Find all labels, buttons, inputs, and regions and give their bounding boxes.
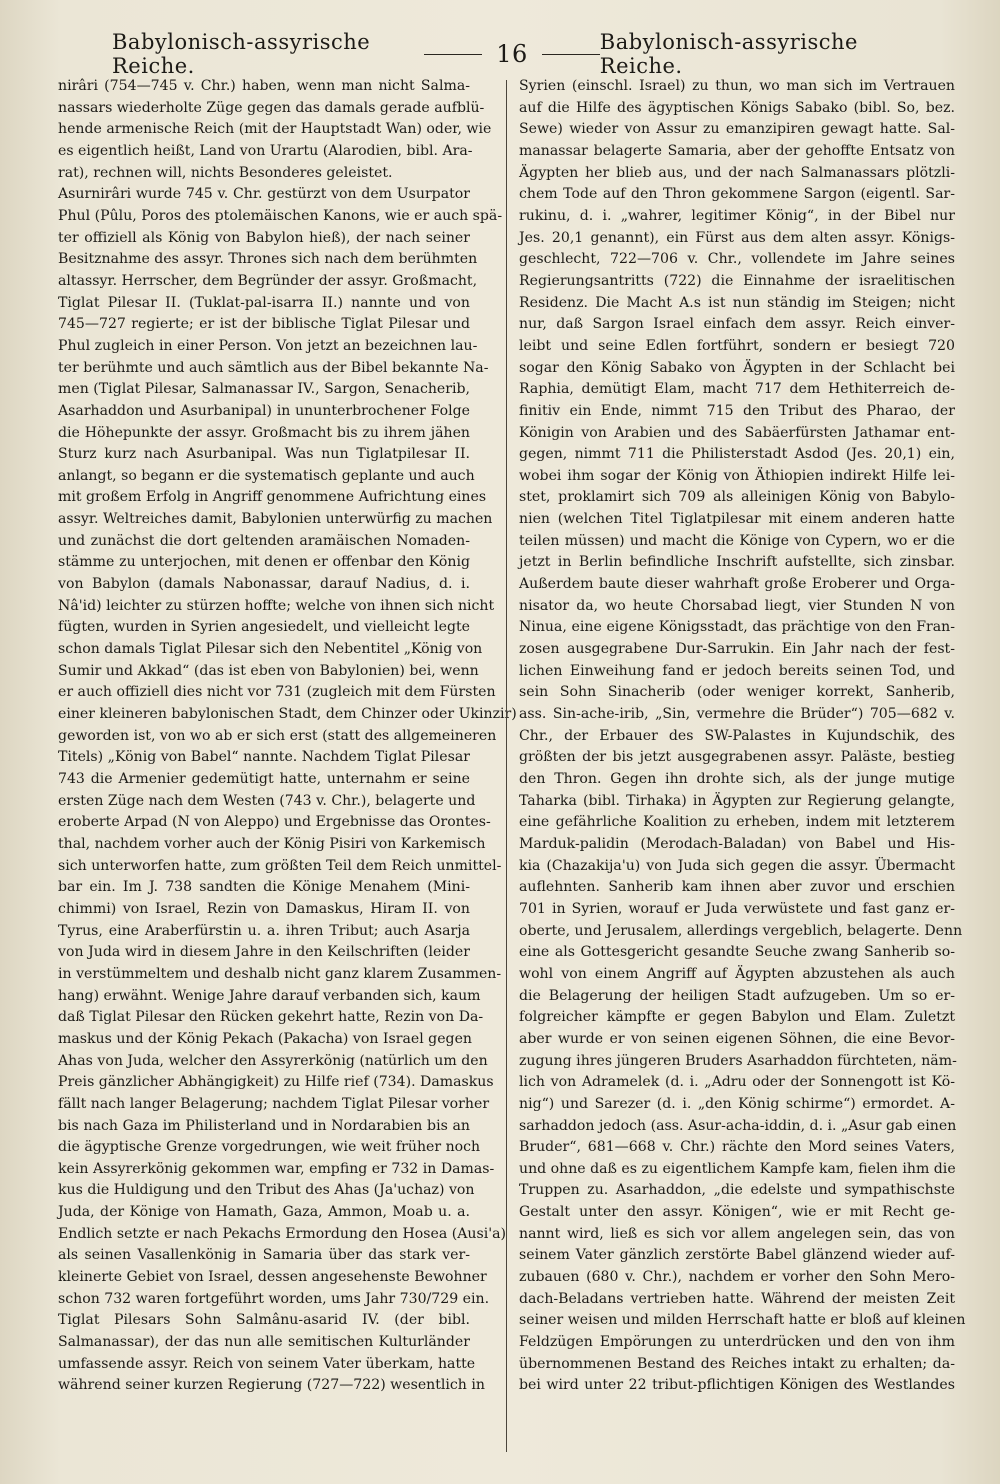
text-line: ter offiziell als König von Babylon hieß), der nach seiner bbox=[58, 229, 470, 246]
text-line: chem Tode auf den Thron gekommene Sargon (eigentl. Sar- bbox=[519, 186, 955, 203]
text-line: chimmi) von Israel, Rezin von Damaskus, Hiram II. von bbox=[58, 900, 470, 917]
text-line: Asarhaddon und Asurbanipal) in ununterbrochener Folge bbox=[58, 402, 470, 419]
text-line: die ägyptische Grenze vorgedrungen, wie weit früher noch bbox=[58, 1139, 481, 1156]
text-line: auf die Hilfe des ägyptischen Königs Sabako (bibl. So, bez. bbox=[519, 99, 955, 116]
text-line: als seinen Vasallenkönig in Samaria über das stark ver- bbox=[58, 1247, 470, 1264]
text-line: Ninua, eine eigene Königsstadt, das prächtige von den Fran- bbox=[519, 619, 955, 636]
text-line: Bruder“, 681—668 v. Chr.) rächte den Mord seines Vaters, bbox=[519, 1139, 955, 1156]
text-line: daß Tiglat Pilesar den Rücken gekehrt hatte, Rezin von Da- bbox=[58, 1009, 484, 1026]
text-line: anlangt, so begann er die systematisch geplante und auch bbox=[58, 467, 475, 484]
right-text-column bbox=[519, 76, 966, 1397]
text-line: thal, nachdem vorher auch der König Pisiri von Karkemisch bbox=[58, 835, 486, 852]
text-line: wobei ihm sogar der König von Äthiopien indirekt Hilfe lei- bbox=[519, 467, 955, 484]
running-header bbox=[112, 30, 912, 78]
text-line: Syrien (einschl. Israel) zu thun, wo man sich im Vertrauen bbox=[519, 78, 955, 94]
text-line: umfassende assyr. Reich von seinem Vater überkam, hatte bbox=[58, 1355, 476, 1372]
text-line: bei wird unter 22 tribut-pflichtigen Königen des Westlandes bbox=[519, 1377, 955, 1394]
text-line: Sturz kurz nach Asurbanipal. Was nun Tiglatpilesar II. bbox=[58, 446, 470, 463]
text-line: oberte, und Jerusalem, allerdings vergeblich, belagerte. Denn bbox=[519, 922, 963, 939]
text-line: seinem Vater gänzlich zerstörte Babel glänzend wieder auf- bbox=[519, 1247, 955, 1264]
text-line: kein Assyrerkönig gekommen war, empfing er 732 in Damas- bbox=[58, 1160, 495, 1177]
text-line: Asurnirâri wurde 745 v. Chr. gestürzt von dem Usurpator bbox=[58, 186, 470, 203]
text-line: die Höhepunkte der assyr. Großmacht bis zu ihrem jähen bbox=[58, 424, 470, 441]
text-line: lichen Einweihung fand er jedoch bereits seinen Tod, und bbox=[519, 662, 955, 679]
text-line: Salmanassar), der das nun alle semitischen Kulturländer bbox=[58, 1334, 470, 1351]
text-line: Tiglat Pilesar II. (Tuklat-pal-isarra II.) nannte und von bbox=[58, 294, 470, 311]
text-line: gegen, nimmt 711 die Philisterstadt Asdod (Jes. 20,1) ein, bbox=[519, 446, 955, 463]
text-line: nassars wiederholte Züge gegen das damals gerade aufblü- bbox=[58, 99, 485, 116]
text-line: zubauen (680 v. Chr.), nachdem er vorher den Sohn Mero- bbox=[519, 1269, 955, 1286]
text-line: Regierungsantritts (722) die Einnahme der israelitischen bbox=[519, 272, 955, 289]
text-line: einer kleineren babylonischen Stadt, dem Chinzer oder Ukinzir) bbox=[58, 706, 517, 723]
text-line: auflehnten. Sanherib kam ihnen aber zuvor und erschien bbox=[519, 879, 955, 896]
text-line: bar ein. Im J. 738 sandten die Könige Menahem (Mini- bbox=[58, 879, 470, 896]
text-line: Juda, der Könige von Hamath, Gaza, Ammon, Moab u. a. bbox=[58, 1204, 470, 1221]
text-line: Feldzügen Empörungen zu unterdrücken und den von ihm bbox=[519, 1334, 955, 1351]
text-line: nur, daß Sargon Israel einfach dem assyr. Reich einver- bbox=[519, 316, 955, 333]
text-line: Nâ'id) leichter zu stürzen hoffte; welche von ihnen sich nicht bbox=[58, 597, 495, 614]
text-line: er auch offiziell dies nicht vor 731 (zugleich mit dem Fürsten bbox=[58, 684, 496, 701]
text-line: aber wurde er von seinen eigenen Söhnen, die eine Bevor- bbox=[519, 1030, 955, 1047]
text-line: geschlecht, 722—706 v. Chr., vollendete im Jahre seines bbox=[519, 251, 955, 268]
text-line: nig“) und Sarezer (d. i. „den König schirme“) ermordet. A- bbox=[519, 1095, 955, 1112]
text-line: stet, proklamirt sich 709 als alleinigen König von Babylo- bbox=[519, 489, 955, 506]
text-line: lich von Adramelek (d. i. „Adru oder der Sonnengott ist Kö- bbox=[519, 1074, 955, 1091]
text-line: altassyr. Herrscher, dem Begründer der assyr. Großmacht, bbox=[58, 272, 478, 289]
text-line: leibt und seine Edlen fortführt, sondern er besiegt 720 bbox=[519, 337, 955, 354]
text-line: Chr., der Erbauer des SW-Palastes in Kujundschik, des bbox=[519, 727, 955, 744]
text-line: Phul zugleich in einer Person. Von jetzt an bezeichnen lau- bbox=[58, 337, 478, 354]
text-line: Sumir und Akkad“ (das ist eben von Babylonien) bei, wenn bbox=[58, 662, 479, 679]
text-line: kia (Chazakija'u) von Juda sich gegen die assyr. Übermacht bbox=[519, 857, 955, 874]
page-number: 16 bbox=[496, 40, 528, 68]
text-line: Preis gänzlicher Abhängigkeit) zu Hilfe rief (734). Damaskus bbox=[58, 1074, 494, 1091]
text-line: nisator da, wo heute Chorsabad liegt, vier Stunden N von bbox=[519, 597, 955, 614]
left-text-column bbox=[58, 76, 517, 1397]
text-line: manassar belagerte Samaria, aber der gehoffte Entsatz von bbox=[519, 142, 955, 159]
text-line: den Thron. Gegen ihn drohte sich, als der junge mutige bbox=[519, 771, 955, 787]
text-line: in verstümmeltem und deshalb nicht ganz klarem Zusammen- bbox=[58, 965, 502, 982]
text-line: Raphia, demütigt Elam, macht 717 dem Hethiterreich de- bbox=[519, 381, 955, 398]
text-line: Außerdem baute dieser wahrhaft große Eroberer und Orga- bbox=[519, 576, 955, 593]
text-line: zugung ihres jüngeren Bruders Asarhaddon fürchteten, näm- bbox=[519, 1052, 957, 1069]
text-line: Sewe) wieder von Assur zu emanzipiren gewagt hatte. Sal- bbox=[519, 121, 955, 138]
text-line: die Belagerung der heiligen Stadt aufzugeben. Um so er- bbox=[519, 987, 955, 1004]
text-line: folgreicher kämpfte er gegen Babylon und Elam. Zuletzt bbox=[519, 1009, 955, 1026]
text-line: geworden ist, von wo ab er sich erst (statt des allgemeineren bbox=[58, 727, 497, 744]
text-line: Besitznahme des assyr. Thrones sich nach dem berühmten bbox=[58, 251, 478, 268]
text-line: kleinerte Gebiet von Israel, dessen angesehenste Bewohner bbox=[58, 1269, 487, 1286]
text-line: rat), rechnen will, nichts Besonderes geleistet. bbox=[58, 164, 393, 181]
text-line: es eigentlich heißt, Land von Urartu (Alarodien, bibl. Ara- bbox=[58, 142, 473, 159]
text-line: 743 die Armenier gedemütigt hatte, unternahm er seine bbox=[58, 771, 470, 787]
text-line: Endlich setzte er nach Pekachs Ermordung den Hosea (Ausi'a) bbox=[58, 1225, 507, 1242]
text-line: sogar den König Sabako von Ägypten in der Schlacht bei bbox=[519, 359, 955, 376]
text-line: ter berühmte und auch sämtlich aus der Bibel bekannte Na- bbox=[58, 359, 489, 376]
text-line: nien (welchen Titel Tiglatpilesar mit einem anderen hatte bbox=[519, 511, 955, 528]
text-line: und ohne daß es zu eigentlichem Kampfe kam, fielen ihm die bbox=[519, 1160, 956, 1177]
header-rule-left bbox=[424, 54, 482, 55]
text-line: fällt nach langer Belagerung; nachdem Tiglat Pilesar vorher bbox=[58, 1095, 490, 1112]
text-line: Taharka (bibl. Tirhaka) in Ägypten zur Regierung gelangte, bbox=[519, 792, 955, 809]
text-line: finitiv ein Ende, nimmt 715 den Tribut des Pharao, der bbox=[519, 402, 955, 419]
text-line: sich unterworfen hatte, zum größten Teil dem Reich unmittel- bbox=[58, 857, 502, 874]
text-line: bis nach Gaza im Philisterland und in Nordarabien bis an bbox=[58, 1117, 470, 1134]
text-line: Truppen zu. Asarhaddon, „die edelste und sympathischste bbox=[519, 1182, 955, 1199]
header-page-number-group bbox=[424, 40, 600, 68]
text-line: mit großem Erfolg in Angriff genommene Aufrichtung eines bbox=[58, 489, 487, 506]
text-line: nirâri (754—745 v. Chr.) haben, wenn man nicht Salma- bbox=[58, 78, 470, 94]
text-line: sein Sohn Sinacherib (oder weniger korrekt, Sanherib, bbox=[519, 684, 955, 701]
text-line: stämme zu unterjochen, mit denen er offenbar den König bbox=[58, 554, 470, 571]
text-line: eine als Gottesgericht gesandte Seuche zwang Sanherib so- bbox=[519, 944, 955, 961]
text-line: dach-Beladans vertrieben hatte. Während der meisten Zeit bbox=[519, 1290, 955, 1307]
text-line: fügten, wurden in Syrien angesiedelt, und vielleicht legte bbox=[58, 619, 470, 636]
text-line: eine gefährliche Koalition zu erheben, indem mit letzterem bbox=[519, 814, 955, 831]
text-line: während seiner kurzen Regierung (727—722) wesentlich in bbox=[58, 1377, 485, 1394]
text-line: und zunächst die dort geltenden aramäischen Nomaden- bbox=[58, 532, 470, 549]
text-line: übernommenen Bestand des Reiches intakt zu erhalten; da- bbox=[519, 1355, 955, 1372]
text-line: hang) erwähnt. Wenige Jahre darauf verbanden sich, kaum bbox=[58, 987, 481, 1004]
text-line: schon 732 waren fortgeführt worden, ums Jahr 730/729 ein. bbox=[58, 1290, 490, 1307]
text-line: Titels) „König von Babel“ nannte. Nachdem Tiglat Pilesar bbox=[58, 749, 470, 766]
text-line: von Babylon (damals Nabonassar, darauf Nadius, d. i. bbox=[58, 576, 470, 593]
header-rule-right bbox=[542, 54, 600, 55]
text-line: nannt wird, ließ es sich vor allem angelegen sein, das von bbox=[519, 1225, 955, 1242]
text-line: jetzt in Berlin befindliche Inschrift aufstellte, sich zinsbar. bbox=[519, 554, 955, 571]
text-line: Königin von Arabien und des Sabäerfürsten Jathamar ent- bbox=[519, 424, 955, 441]
text-line: von Juda wird in diesem Jahre in den Keilschriften (leider bbox=[58, 944, 470, 961]
text-line: Residenz. Die Macht A.s ist nun ständig im Steigen; nicht bbox=[519, 294, 955, 311]
text-line: Phul (Pûlu, Poros des ptolemäischen Kanons, wie er auch spä- bbox=[58, 207, 503, 224]
text-line: Gestalt unter den assyr. Königen“, wie er mit Recht ge- bbox=[519, 1204, 955, 1221]
text-line: eroberte Arpad (N von Aleppo) und Ergebnisse das Orontes- bbox=[58, 814, 491, 831]
text-line: Ägypten her blieb aus, und der nach Salmanassars plötzli- bbox=[519, 164, 955, 181]
text-line: rukinu, d. i. „wahrer, legitimer König“, in der Bibel nur bbox=[519, 207, 955, 224]
text-line: sarhaddon jedoch (ass. Asur-acha-iddin, d. i. „Asur gab einen bbox=[519, 1117, 957, 1134]
column-divider bbox=[506, 80, 507, 1452]
text-line: zosen ausgegrabene Dur-Sarrukin. Ein Jahr nach der fest- bbox=[519, 641, 955, 658]
text-line: teilen müssen) und macht die Könige von Cypern, wo er die bbox=[519, 532, 955, 549]
text-line: größten der bis jetzt ausgegrabenen assyr. Paläste, bestieg bbox=[519, 749, 955, 766]
text-line: assyr. Weltreiches damit, Babylonien unterwürfig zu machen bbox=[58, 511, 493, 528]
text-line: kus die Huldigung und den Tribut des Ahas (Ja'uchaz) von bbox=[58, 1182, 475, 1199]
text-line: ass. Sin-ache-irib, „Sin, vermehre die Brüder“) 705—682 v. bbox=[519, 706, 955, 723]
text-line: men (Tiglat Pilesar, Salmanassar IV., Sargon, Senacherib, bbox=[58, 381, 470, 398]
text-line: Jes. 20,1 genannt), ein Fürst aus dem alten assyr. Königs- bbox=[519, 229, 955, 246]
text-line: schon damals Tiglat Pilesar sich den Nebentitel „König von bbox=[58, 641, 483, 658]
text-line: Marduk-palidin (Merodach-Baladan) von Babel und His- bbox=[519, 835, 955, 852]
header-right-title: Babylonisch-assyrische Reiche. bbox=[599, 30, 858, 78]
text-line: hende armenische Reich (mit der Hauptstadt Wan) oder, wie bbox=[58, 121, 492, 138]
text-line: Ahas von Juda, welcher den Assyrerkönig (natürlich um den bbox=[58, 1052, 488, 1069]
text-line: maskus und der König Pekach (Pakacha) von Israel gegen bbox=[58, 1030, 472, 1047]
text-line: seiner weisen und milden Herrschaft hatte er bloß auf kleinen bbox=[519, 1312, 966, 1329]
header-left-title: Babylonisch-assyrische Reiche. bbox=[112, 30, 371, 78]
text-line: 745—727 regierte; er ist der biblische Tiglat Pilesar und bbox=[58, 316, 470, 333]
text-line: wohl von einem Angriff auf Ägypten abzustehen als auch bbox=[519, 965, 955, 982]
text-line: Tiglat Pilesars Sohn Salmânu-asarid IV. (der bibl. bbox=[58, 1312, 470, 1329]
text-line: Tyrus, eine Araberfürstin u. a. ihren Tribut; auch Asarja bbox=[58, 922, 470, 939]
text-line: ersten Züge nach dem Westen (743 v. Chr.), belagerte und bbox=[58, 792, 476, 809]
text-line: 701 in Syrien, worauf er Juda verwüstete und fast ganz er- bbox=[519, 900, 955, 917]
